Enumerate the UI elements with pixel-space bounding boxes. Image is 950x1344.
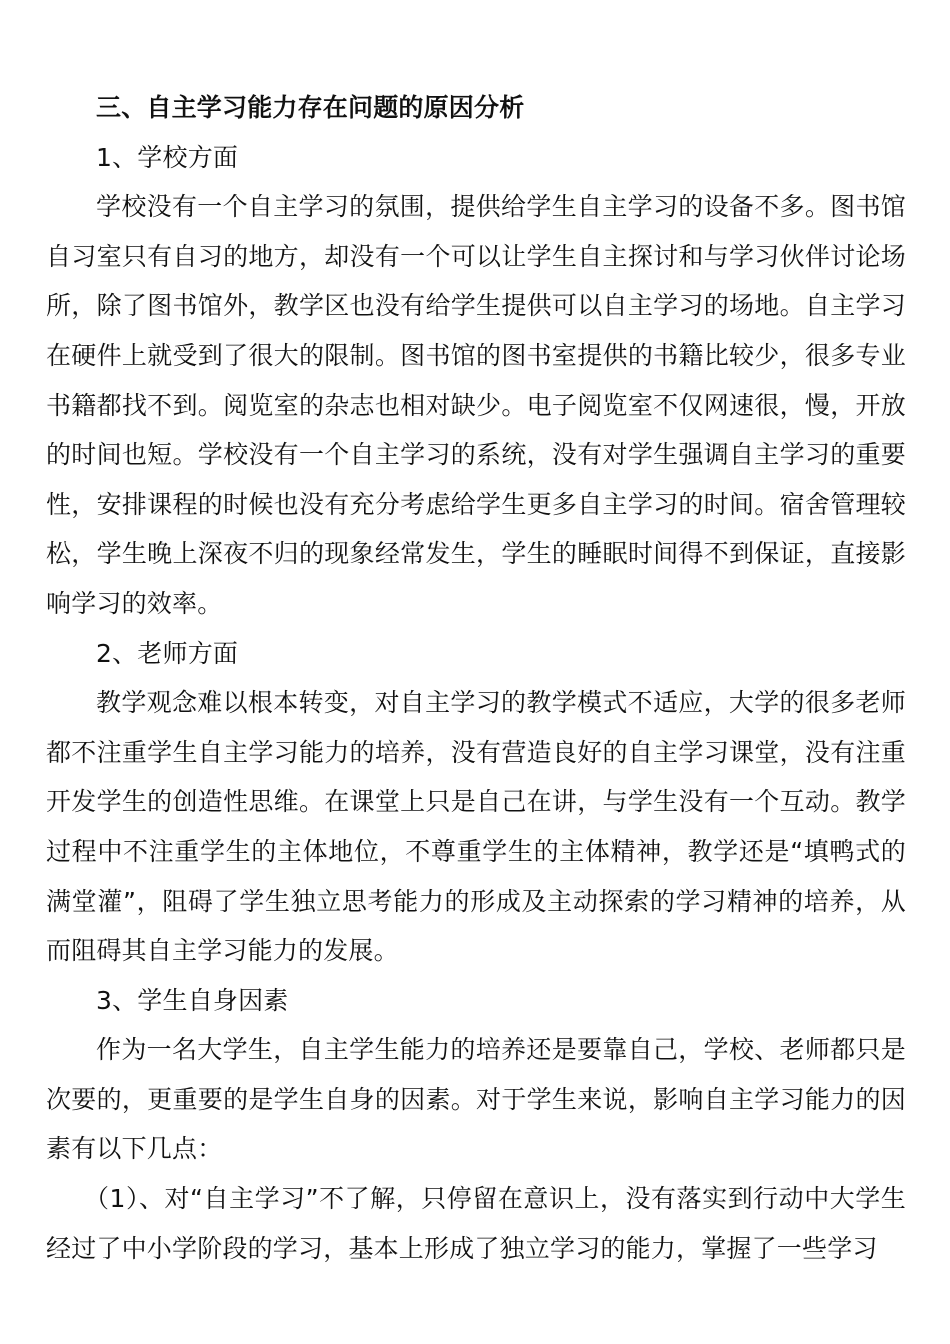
section2-paragraph: 教学观念难以根本转变，对自主学习的教学模式不适应，大学的很多老师都不注重学生自主学习能力的培养，没有营造良好的自主学习课堂，没有注重开发学生的创造性思维。在课堂上只是自己在讲，与学生没有一个互动。教学过程中不注重学生的主体地位，不尊重学生的主体精神，教学还是“填鸭式的满堂灌”，阻碍了学生独立思考能力的形成及主动探索的学习精神的培养，从而阻碍其自主学习能力的发展。 (46, 688, 906, 966)
section3-title: 3、学生自身因素 (96, 985, 289, 1015)
section-heading: 三、自主学习能力存在问题的原因分析 (96, 93, 525, 122)
section1-title: 1、学校方面 (96, 142, 239, 172)
section3-item1-paragraph: （1）、对“自主学习”不了解，只停留在意识上，没有落实到行动中大学生经过了中小学阶段的学习，基本上形成了独立学习的能力，掌握了一些学习 (46, 1184, 906, 1263)
section2-title: 2、老师方面 (96, 638, 239, 668)
document-body (46, 83, 906, 1273)
section1-paragraph: 学校没有一个自主学习的氛围，提供给学生自主学习的设备不多。图书馆自习室只有自习的地方，却没有一个可以让学生自主探讨和与学习伙伴讨论场所，除了图书馆外，教学区也没有给学生提供可以自主学习的场地。自主学习在硬件上就受到了很大的限制。图书馆的图书室提供的书籍比较少，很多专业书籍都找不到。阅览室的杂志也相对缺少。电子阅览室不仅网速很，慢，开放的时间也短。学校没有一个自主学习的系统，没有对学生强调自主学习的重要性，安排课程的时候也没有充分考虑给学生更多自主学习的时间。宿舍管理较松，学生晚上深夜不归的现象经常发生，学生的睡眠时间得不到保证，直接影响学习的效率。 (46, 192, 906, 618)
section3-paragraph: 作为一名大学生，自主学生能力的培养还是要靠自己，学校、老师都只是次要的，更重要的是学生自身的因素。对于学生来说，影响自主学习能力的因素有以下几点： (46, 1035, 906, 1164)
